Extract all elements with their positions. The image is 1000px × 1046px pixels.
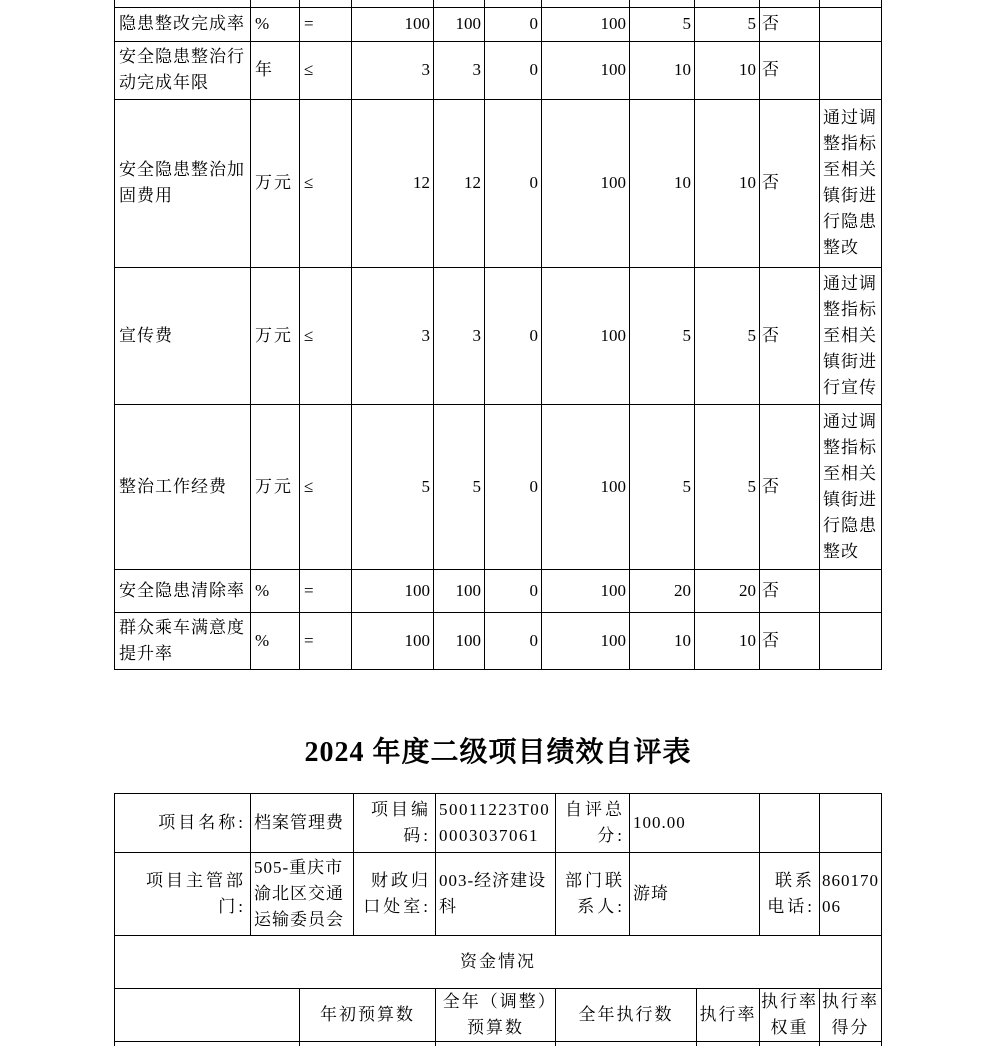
empty-cell [760, 1042, 820, 1046]
self-score-label: 自评总分: [556, 794, 630, 853]
actual-value-cell: 3 [434, 41, 485, 99]
funds-section-row [115, 936, 882, 989]
weight-cell: 20 [630, 569, 695, 612]
deviation-cell: 0 [485, 99, 542, 267]
unit-cell: 年 [251, 41, 300, 99]
empty-cell [436, 1042, 556, 1046]
empty-cell [630, 0, 695, 7]
operator-cell: ≤ [300, 99, 352, 267]
indicator-name: 安全隐患整治加固费用 [115, 99, 251, 267]
empty-cell [760, 0, 820, 7]
department-value: 505-重庆市渝北区交通运输委员会 [251, 853, 354, 936]
operator-cell: = [300, 569, 352, 612]
deviation-cell: 0 [485, 41, 542, 99]
flag-cell: 否 [760, 99, 820, 267]
deviation-cell: 0 [485, 569, 542, 612]
weight-cell: 5 [630, 267, 695, 404]
target-value-cell: 12 [352, 99, 434, 267]
empty-cell [352, 0, 434, 7]
note-cell: 通过调整指标至相关镇街进行宣传 [820, 267, 882, 404]
operator-cell: ≤ [300, 41, 352, 99]
empty-cell [695, 0, 760, 7]
phone-value: 86017006 [820, 853, 882, 936]
empty-cell [820, 0, 882, 7]
cutoff-row [115, 0, 882, 7]
unit-cell: % [251, 569, 300, 612]
initial-budget-header: 年初预算数 [300, 989, 436, 1042]
empty-cell [542, 0, 630, 7]
empty-cell [434, 0, 485, 7]
empty-cell [556, 1042, 697, 1046]
deviation-cell: 0 [485, 404, 542, 569]
score-cell: 5 [695, 267, 760, 404]
actual-value-cell: 100 [434, 7, 485, 41]
unit-cell: 万元 [251, 404, 300, 569]
department-label: 项目主管部门: [115, 853, 251, 936]
empty-cell [300, 0, 352, 7]
target-value-cell: 100 [352, 612, 434, 669]
flag-cell: 否 [760, 41, 820, 99]
contact-value: 游琦 [630, 853, 760, 936]
budget-header-row [115, 989, 882, 1042]
empty-cell [115, 989, 300, 1042]
project-info-table [114, 793, 882, 1046]
page-title: 2024 年度二级项目绩效自评表 [304, 737, 692, 768]
department-row [115, 853, 882, 936]
unit-cell: % [251, 7, 300, 41]
operator-cell: = [300, 7, 352, 41]
empty-cell [251, 0, 300, 7]
flag-cell: 否 [760, 569, 820, 612]
cutoff-row [115, 1042, 882, 1046]
flag-cell: 否 [760, 612, 820, 669]
operator-cell: = [300, 612, 352, 669]
contact-label: 部门联系人: [556, 853, 630, 936]
rate-cell: 100 [542, 569, 630, 612]
rate-cell: 100 [542, 41, 630, 99]
actual-value-cell: 12 [434, 99, 485, 267]
weight-cell: 5 [630, 404, 695, 569]
note-cell: 通过调整指标至相关镇街进行隐患整改 [820, 99, 882, 267]
unit-cell: 万元 [251, 267, 300, 404]
self-score-value: 100.00 [630, 794, 760, 853]
target-value-cell: 3 [352, 41, 434, 99]
operator-cell: ≤ [300, 404, 352, 569]
rate-cell: 100 [542, 612, 630, 669]
note-cell [820, 7, 882, 41]
weight-cell: 10 [630, 41, 695, 99]
indicator-row [115, 99, 882, 267]
score-cell: 10 [695, 41, 760, 99]
note-cell: 通过调整指标至相关镇街进行隐患整改 [820, 404, 882, 569]
empty-cell [760, 794, 820, 853]
empty-cell [820, 794, 882, 853]
indicator-row [115, 41, 882, 99]
empty-cell [115, 0, 251, 7]
indicator-row [115, 569, 882, 612]
unit-cell: 万元 [251, 99, 300, 267]
indicator-name: 整治工作经费 [115, 404, 251, 569]
indicator-name: 安全隐患整治行动完成年限 [115, 41, 251, 99]
empty-cell [300, 1042, 436, 1046]
adjusted-budget-header: 全年（调整）预算数 [436, 989, 556, 1042]
score-cell: 10 [695, 612, 760, 669]
score-cell: 5 [695, 7, 760, 41]
flag-cell: 否 [760, 404, 820, 569]
rate-cell: 100 [542, 99, 630, 267]
project-code-value: 50011223T000003037061 [436, 794, 556, 853]
operator-cell: ≤ [300, 267, 352, 404]
indicator-row [115, 7, 882, 41]
indicator-name: 宣传费 [115, 267, 251, 404]
execution-amount-header: 全年执行数 [556, 989, 697, 1042]
actual-value-cell: 5 [434, 404, 485, 569]
project-name-row [115, 794, 882, 853]
flag-cell: 否 [760, 7, 820, 41]
note-cell [820, 612, 882, 669]
actual-value-cell: 100 [434, 569, 485, 612]
finance-office-label: 财政归口处室: [354, 853, 436, 936]
weight-cell: 5 [630, 7, 695, 41]
flag-cell: 否 [760, 267, 820, 404]
note-cell [820, 41, 882, 99]
target-value-cell: 100 [352, 569, 434, 612]
funds-section-title: 资金情况 [115, 936, 882, 989]
project-name-label: 项目名称: [115, 794, 251, 853]
weight-cell: 10 [630, 612, 695, 669]
target-value-cell: 5 [352, 404, 434, 569]
indicator-row [115, 612, 882, 669]
score-cell: 5 [695, 404, 760, 569]
rate-cell: 100 [542, 267, 630, 404]
indicator-row [115, 267, 882, 404]
target-value-cell: 3 [352, 267, 434, 404]
deviation-cell: 0 [485, 7, 542, 41]
indicator-name: 安全隐患清除率 [115, 569, 251, 612]
empty-cell [820, 1042, 882, 1046]
deviation-cell: 0 [485, 267, 542, 404]
execution-rate-header: 执行率 [697, 989, 760, 1042]
score-cell: 10 [695, 99, 760, 267]
rate-cell: 100 [542, 7, 630, 41]
deviation-cell: 0 [485, 612, 542, 669]
rate-cell: 100 [542, 404, 630, 569]
unit-cell: % [251, 612, 300, 669]
project-code-label: 项目编码: [354, 794, 436, 853]
empty-cell [485, 0, 542, 7]
actual-value-cell: 3 [434, 267, 485, 404]
indicator-row [115, 404, 882, 569]
indicator-name: 群众乘车满意度提升率 [115, 612, 251, 669]
indicator-table [114, 0, 882, 670]
note-cell [820, 569, 882, 612]
indicator-name: 隐患整改完成率 [115, 7, 251, 41]
empty-cell [115, 1042, 300, 1046]
weight-cell: 10 [630, 99, 695, 267]
phone-label: 联系电话: [760, 853, 820, 936]
empty-cell [697, 1042, 760, 1046]
score-cell: 20 [695, 569, 760, 612]
execution-rate-score-header: 执行率得分 [820, 989, 882, 1042]
actual-value-cell: 100 [434, 612, 485, 669]
project-name-value: 档案管理费 [251, 794, 354, 853]
execution-rate-weight-header: 执行率权重 [760, 989, 820, 1042]
finance-office-value: 003-经济建设科 [436, 853, 556, 936]
target-value-cell: 100 [352, 7, 434, 41]
